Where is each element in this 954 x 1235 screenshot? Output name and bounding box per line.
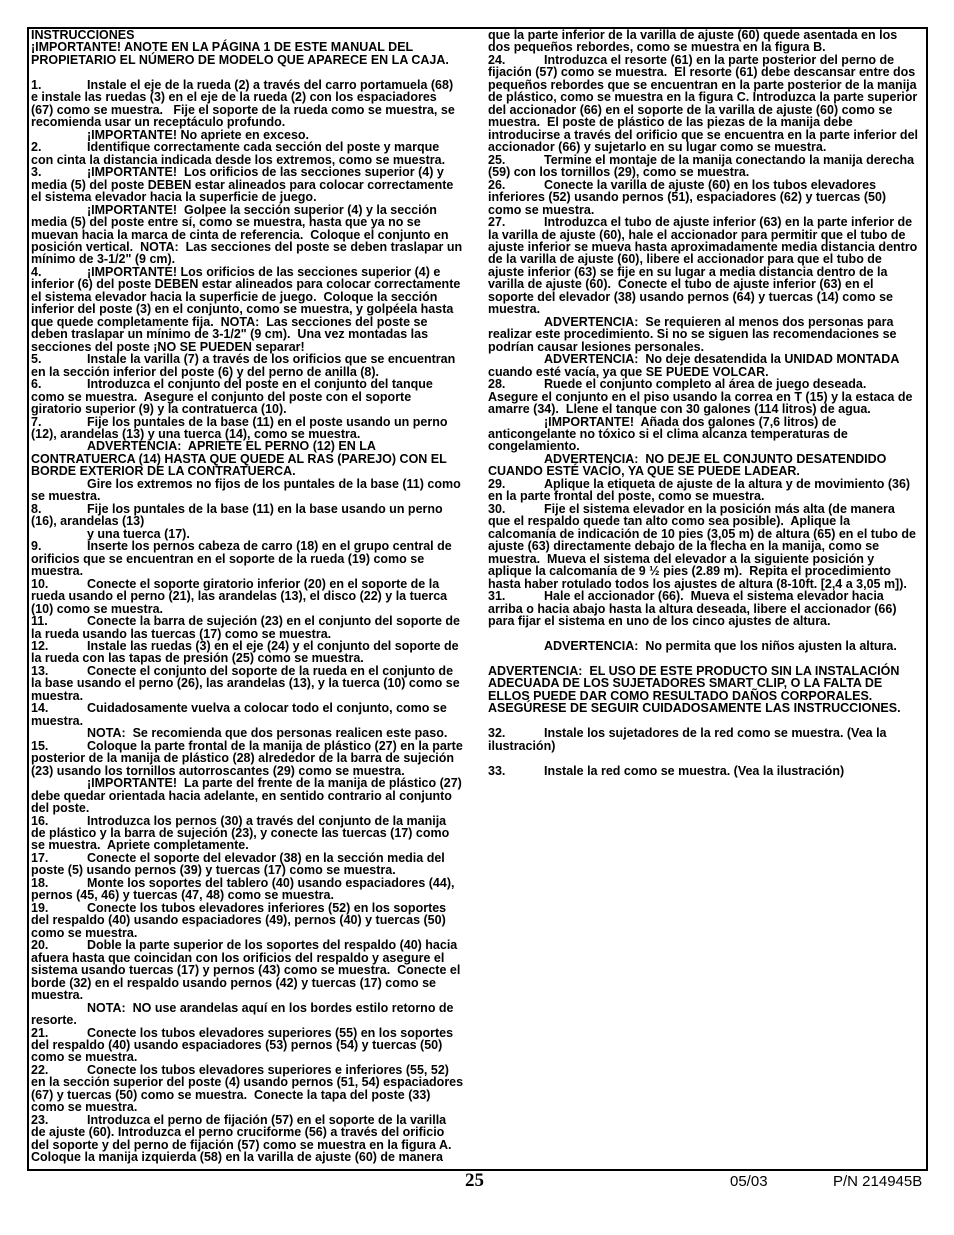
- instruction-line: 17. Conecte el soporte del elevador (38) en la sección media del: [31, 850, 445, 865]
- instruction-line: muestra.: [31, 688, 84, 703]
- instruction-line: ajuste inferior (63) se fije en su lugar a media distancia dentro de la: [488, 264, 888, 279]
- left-instructions-column: [31, 29, 483, 1164]
- instruction-line: anticongelante no tóxico si el clima alcanza temperaturas de: [488, 427, 848, 441]
- instruction-line: rueda usando el perno (21), las arandelas (13), el disco (22) y la tuerca: [31, 589, 448, 604]
- instruction-line: 5. Instale la varilla (7) a través de los orificios que se encuentran: [31, 352, 456, 367]
- instruction-line: muestra.: [31, 564, 84, 579]
- instruction-line: dos pequeños rebordes, como se muestra en la figura B.: [488, 40, 826, 55]
- instruction-line: (10) como se muestra.: [31, 601, 163, 616]
- instruction-line: que el respaldo quede tan alto como sea posible). Aplique la: [488, 514, 851, 529]
- instruction-line: del respaldo (40) usando espaciadores (53) pernos (54) y tuercas (50): [31, 1037, 443, 1052]
- instruction-line: muestra.: [488, 302, 541, 317]
- instruction-line: calcomanía de indicación de 10 pies (3,05 m) de altura (65) en el tubo de: [488, 526, 916, 541]
- instruction-line: ADVERTENCIA: Se requieren al menos dos personas para: [488, 314, 894, 329]
- instruction-line: media (5) del poste entre sí, como se muestra, hasta que ya no se: [31, 215, 421, 230]
- instruction-line: NOTA: Se recomienda que dos personas realicen este paso.: [31, 726, 448, 741]
- instruction-line: ¡IMPORTANTE! ANOTE EN LA PÁGINA 1 DE ESTE MANUAL DEL: [31, 40, 414, 55]
- instruction-line: hasta haber rotulado todos los ajustes de altura (8-10ft. [2,4 a 3,05 m]).: [488, 576, 907, 591]
- instruction-line: media (5) del poste DEBEN estar alineados para colocar correctamente: [31, 177, 454, 192]
- instruction-line: congelamiento.: [488, 439, 580, 454]
- instruction-line: ¡IMPORTANTE! Añada dos galones (7,6 litros) de: [488, 414, 837, 429]
- instruction-line: deben traslapar un mínimo de 3-1/2" (9 cm). Una vez montadas las: [31, 327, 429, 342]
- instruction-line: 20. Doble la parte superior de los soportes del respaldo (40) hacia: [31, 938, 458, 953]
- instruction-line: de la varilla de ajuste (60), libere el accionador para que el tubo de: [488, 252, 882, 267]
- instruction-line: inferior (6) del poste DEBEN estar alineados para colocar correctamente: [31, 277, 461, 292]
- instruction-line: 24. Introduzca el resorte (61) en la parte posterior del perno de: [488, 52, 895, 67]
- instruction-line: ADECUADA DE LOS SUJETADORES SMART CLIP, O LA FALTA DE: [488, 676, 883, 691]
- instruction-line: 9. Inserte los pernos cabeza de carro (18) en el grupo central de: [31, 539, 452, 554]
- instruction-line: 2. Identifique correctamente cada sección del poste y marque: [31, 140, 440, 155]
- instruction-line: la base usando el perno (26), las arandelas (13), y la tuerca (10) como se: [31, 676, 460, 691]
- instruction-line: 14. Cuidadosamente vuelva a colocar todo el conjunto, como se: [31, 701, 447, 716]
- part-number: P/N 214945B: [833, 1173, 923, 1190]
- revision-date: 05/03: [730, 1173, 768, 1190]
- instruction-line: afuera hasta que coincidan con los orificios del respaldo y asegure el: [31, 950, 445, 965]
- instruction-line: que la parte inferior de la varilla de ajuste (60) quede asentada en los: [488, 28, 898, 42]
- instruction-line: muevan hacia la marca de cinta de referencia. Coloque el conjunto en: [31, 227, 449, 242]
- instruction-line: la varilla de ajuste (60), hale el accionador para permitir que el tubo de: [488, 227, 906, 242]
- instruction-line: como se muestra.: [31, 925, 138, 940]
- instruction-line: (12), arandelas (13) y una tuerca (14), como se muestra.: [31, 427, 361, 441]
- instruction-line: muestra. Mueva el sistema del elevador a la siguiente posición y: [488, 551, 875, 566]
- instruction-line: 26. Conecte la varilla de ajuste (60) en los tubos elevadores: [488, 177, 877, 192]
- instruction-line: Coloque la manija izquierda (58) en la varilla de ajuste (60) de manera: [31, 1150, 443, 1165]
- instruction-line: 22. Conecte los tubos elevadores superiores e inferiores (55, 52): [31, 1062, 449, 1077]
- instruction-line: ADVERTENCIA: No permita que los niños ajusten la altura.: [488, 638, 897, 653]
- instruction-line: 7. Fije los puntales de la base (11) en el poste usando un perno: [31, 414, 448, 429]
- instruction-line: soporte del elevador (38) usando pernos (64) y tuercas (14) como se: [488, 289, 893, 304]
- instruction-line: del accionador (66) en el soporte de la varilla de ajuste (60) como se: [488, 102, 893, 117]
- instruction-line: BORDE EXTERIOR DE LA CONTRATUERCA.: [31, 464, 296, 479]
- instruction-line: 16. Introduzca los pernos (30) a través del conjunto de la manija: [31, 813, 447, 828]
- instruction-line: NOTA: NO use arandelas aquí en los bordes estilo retorno de: [31, 1000, 454, 1015]
- instruction-line: en la sección inferior del poste (6) y del perno de anilla (8).: [31, 364, 380, 379]
- instruction-line: resorte.: [31, 1013, 77, 1028]
- instruction-line: fijación (57) como se muestra. El resorte (61) debe descansar entre dos: [488, 65, 916, 80]
- instruction-line: 11. Conecte la barra de sujeción (23) en el conjunto del soporte de: [31, 614, 460, 629]
- instruction-line: que quede completamente fija. NOTA: Las secciones del poste se: [31, 314, 428, 329]
- instruction-line: del soporte y del perno de fijación (57) como se muestra en la figura A.: [31, 1137, 452, 1152]
- instruction-line: arriba o hacia abajo hasta la altura deseada, libere el accionador (66): [488, 601, 897, 616]
- instruction-line: 23. Introduzca el perno de fijación (57) en el soporte de la varilla: [31, 1112, 447, 1127]
- instruction-line: 8. Fije los puntales de la base (11) en la base usando un perno: [31, 501, 443, 516]
- instruction-line: 25. Termine el montaje de la manija conectando la manija derecha: [488, 152, 915, 167]
- instruction-line: como se muestra.: [31, 1100, 138, 1115]
- instruction-line: mínimo de 3-1/2" (9 cm).: [31, 252, 176, 267]
- instruction-line: y una tuerca (17).: [31, 526, 190, 541]
- instruction-line: secciones del poste ¡NO SE PUEDEN separar!: [31, 339, 305, 354]
- instruction-line: e instale las ruedas (3) en el eje de la rueda (2) con los espaciadores: [31, 90, 437, 105]
- instruction-line: para fijar el sistema en uno de los cinco ajustes de altura.: [488, 614, 831, 629]
- instruction-line: 18. Monte los soportes del tablero (40) usando espaciadores (44),: [31, 875, 455, 890]
- instruction-line: 10. Conecte el soporte giratorio inferior (20) en el soporte de la: [31, 576, 440, 591]
- instruction-line: como se muestra.: [488, 202, 595, 217]
- instruction-line: (67) como se muestra. Fije el soporte de la rueda como se muestra, se: [31, 102, 455, 117]
- instruction-line: en la sección superior del poste (4) usando pernos (51, 54) espaciadores: [31, 1075, 464, 1090]
- instruction-line: poste (5) usando pernos (39) y tuercas (17) como se muestra.: [31, 863, 396, 878]
- instruction-line: muestra. El poste de plástico de las piezas de la manija debe: [488, 115, 853, 130]
- instruction-line: varilla de ajuste (60). Conecte el tubo de ajuste inferior (63) en el: [488, 277, 874, 292]
- instruction-line: (59) con los tornillos (29), como se muestra.: [488, 165, 750, 180]
- instruction-line: 21. Conecte los tubos elevadores superiores (55) en los soportes: [31, 1025, 454, 1040]
- instruction-line: debe quedar orientada hacia adelante, en sentido contrario al conjunto: [31, 788, 452, 803]
- blank-line: [488, 752, 924, 764]
- instruction-line: PROPIETARIO EL NÚMERO DE MODELO QUE APARECE EN LA CAJA.: [31, 52, 449, 67]
- instruction-line: borde (32) en el respaldo usando pernos (42) y tuercas (17) como se: [31, 975, 436, 990]
- instruction-line: del respaldo (40) usando espaciadores (49), pernos (40) y tuercas (50): [31, 913, 446, 928]
- instruction-line: ADVERTENCIA: No deje desatendida la UNIDAD MONTADA: [488, 352, 900, 367]
- instruction-line: ADVERTENCIA: NO DEJE EL CONJUNTO DESATENDIDO: [488, 451, 887, 466]
- instruction-line: el sistema elevador hacia la superficie de juego. Coloque la sección: [31, 289, 438, 304]
- instruction-line: ADVERTENCIA: EL USO DE ESTE PRODUCTO SIN LA INSTALACIÓN: [488, 663, 900, 678]
- instruction-line: ajuste (63) directamente debajo de la flecha en la manija, como se: [488, 539, 880, 554]
- instruction-line: podrían causar lesiones personales.: [488, 339, 705, 354]
- instruction-line: muestra.: [31, 988, 84, 1003]
- instruction-line: sistema usando tuercas (17) y pernos (43) como se muestra. Conecte el: [31, 963, 461, 978]
- instruction-line: INSTRUCCIONES: [31, 28, 135, 42]
- instruction-line: ¡IMPORTANTE! Golpee la sección superior (4) y la sección: [31, 202, 437, 217]
- blank-line: [31, 66, 483, 78]
- instruction-line: 6. Introduzca el conjunto del poste en el conjunto del tanque: [31, 377, 433, 392]
- instruction-line: (16), arandelas (13): [31, 514, 145, 529]
- instruction-line: ajuste inferior se mueva hasta aproximadamente media distancia dentro: [488, 239, 918, 254]
- instruction-line: como se muestra.: [31, 1050, 138, 1065]
- instruction-line: 12. Instale las ruedas (3) en el eje (24) y el conjunto del soporte de: [31, 638, 459, 653]
- instruction-line: ¡IMPORTANTE! La parte del frente de la manija de plástico (27): [31, 776, 462, 791]
- instruction-line: la rueda usando las tuercas (17) como se muestra.: [31, 626, 332, 641]
- instruction-line: CONTRATUERCA (14) HASTA QUE QUEDE AL RAS (PAREJO) CON EL: [31, 451, 447, 466]
- instruction-line: cuando esté vacía, ya que SE PUEDE VOLCAR.: [488, 364, 769, 379]
- instruction-line: 15. Coloque la parte frontal de la manija de plástico (27) en la parte: [31, 738, 463, 753]
- instruction-line: 31. Hale el accionador (66). Mueva el sistema elevador hacia: [488, 589, 884, 604]
- instruction-line: 33. Instale la red como se muestra. (Vea la ilustración): [488, 763, 845, 778]
- instruction-line: CUANDO ESTÉ VACÍO, YA QUE SE PUEDE LADEAR.: [488, 464, 800, 479]
- page-number: 25: [465, 1170, 484, 1191]
- instruction-line: orificios que se encuentran en el soporte de la rueda (19) como se: [31, 551, 425, 566]
- instruction-line: introducirse a través del orificio que se encuentra en la parte inferior del: [488, 127, 918, 142]
- instruction-line: de plástico y la barra de sujeción (23), y conecte las tuercas (17) como: [31, 826, 450, 840]
- instruction-line: (67) y tuercas (50) como se muestra. Conecte la tapa del poste (33): [31, 1087, 431, 1102]
- instruction-line: se muestra.: [31, 489, 101, 504]
- instruction-line: posterior de la manija de plástico (28) alrededor de la barra de sujeción: [31, 751, 455, 766]
- instruction-line: accionador (66) y sujetarlo en su lugar como se muestra.: [488, 140, 827, 155]
- instruction-line: 3. ¡IMPORTANTE! Los orificios de las secciones superior (4) y: [31, 165, 444, 180]
- instruction-line: ADVERTENCIA: APRIETE EL PERNO (12) EN LA: [31, 439, 376, 454]
- instruction-line: de plástico, como se muestra en la figura C. Introduzca la parte superior: [488, 90, 918, 105]
- instruction-line: inferior del poste (3) en el conjunto, como se muestra, y golpéela hasta: [31, 302, 454, 317]
- instruction-line: 30. Fije el sistema elevador en la posición más alta (de manera: [488, 501, 895, 516]
- instruction-line: inferiores (52) usando pernos (51), espaciadores (62) y tuercas (50): [488, 190, 887, 205]
- instruction-line: la rueda con las tapas de presión (25) como se muestra.: [31, 651, 364, 666]
- instruction-line: como se muestra. Asegure el conjunto del poste con el soporte: [31, 389, 412, 404]
- instruction-line: 27. Introduzca el tubo de ajuste inferior (63) en la parte inferior de: [488, 215, 913, 230]
- instruction-line: 32. Instale los sujetadores de la red como se muestra. (Vea la: [488, 726, 887, 741]
- instruction-line: amarre (34). Llene el tanque con 30 galones (114 litros) de agua.: [488, 402, 871, 417]
- instruction-line: pernos (45, 46) y tuercas (47, 48) como se muestra.: [31, 888, 334, 903]
- instruction-line: realizar este procedimiento. Si no se siguen las recomendaciones se: [488, 327, 897, 342]
- instruction-line: aplique la calcomanía de 9 ½ pies (2.89 m). Repita el procedimiento: [488, 564, 891, 579]
- instruction-line: posición vertical. NOTA: Las secciones del poste se deben traslapar un: [31, 239, 463, 254]
- instruction-line: Gire los extremos no fijos de los puntales de la base (11) como: [31, 476, 461, 491]
- instruction-line: en la parte frontal del poste, como se muestra.: [488, 489, 765, 504]
- instruction-line: ASEGÚRESE DE SEGUIR CUIDADOSAMENTE LAS INSTRUCCIONES.: [488, 701, 901, 716]
- instruction-line: ELLOS PUEDE DAR COMO RESULTADO DAÑOS CORPORALES.: [488, 688, 873, 703]
- instruction-line: 13. Conecte el conjunto del soporte de la rueda en el conjunto de: [31, 663, 454, 678]
- instruction-line: 29. Aplique la etiqueta de ajuste de la altura y de movimiento (36): [488, 476, 911, 491]
- instruction-line: de ajuste (60). Introduzca el perno cruciforme (56) a través del orificio: [31, 1125, 445, 1140]
- instruction-line: del poste.: [31, 801, 90, 816]
- instruction-line: 1. Instale el eje de la rueda (2) a través del carro portamuela (68): [31, 77, 454, 92]
- instruction-line: pequeños rebordes que se encuentran en la parte posterior de la manija: [488, 77, 917, 92]
- instruction-line: 19. Conecte los tubos elevadores inferiores (52) en los soportes: [31, 900, 447, 915]
- instruction-line: con cinta la distancia indicada desde los extremos, como se muestra.: [31, 152, 446, 167]
- instruction-line: se muestra. Apriete completamente.: [31, 838, 249, 853]
- instruction-line: giratorio superior (9) y la contratuerca (10).: [31, 402, 287, 417]
- right-instructions-column: [488, 29, 924, 777]
- instruction-line: recomienda usar un receptáculo profundo.: [31, 115, 286, 130]
- instruction-line: muestra.: [31, 713, 84, 728]
- instruction-line: (23) usando los tornillos autorroscantes (29) como se muestra.: [31, 763, 405, 778]
- instruction-line: ilustración): [488, 738, 556, 753]
- instruction-line: Asegure el conjunto en el piso usando la correa en T (15) y la estaca de: [488, 389, 913, 404]
- instruction-line: 28. Ruede el conjunto completo al área de juego deseada.: [488, 377, 867, 392]
- instruction-line: el sistema elevador hacia la superficie de juego.: [31, 190, 317, 205]
- instruction-line: ¡IMPORTANTE! No apriete en exceso.: [31, 127, 310, 142]
- instruction-line: 4. ¡IMPORTANTE! Los orificios de las secciones superior (4) e: [31, 264, 441, 279]
